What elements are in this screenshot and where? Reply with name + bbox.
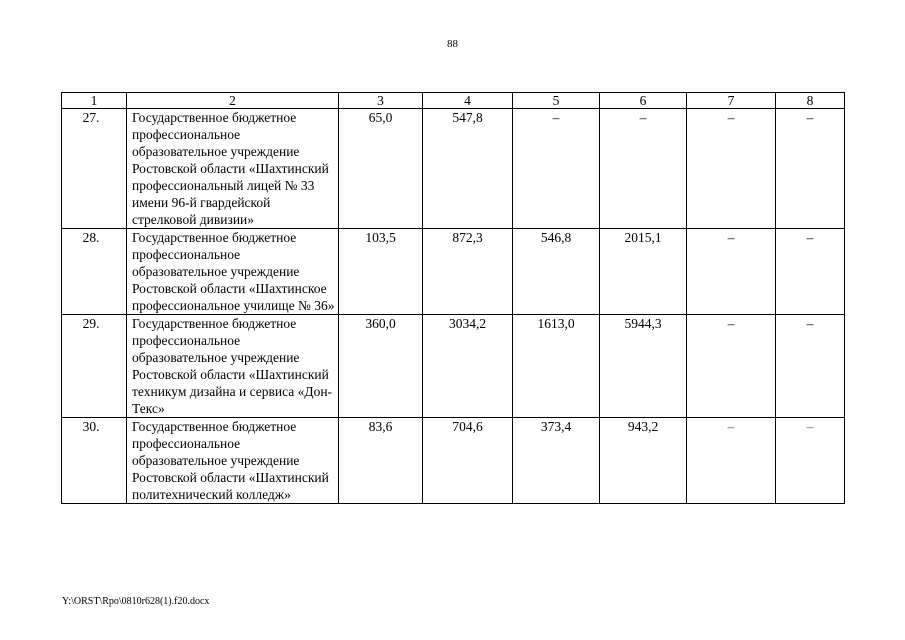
institution-name: Государственное бюджетное профессиональное образовательное учреждение Ростовской области «Шахтинский профессиональный лицей № 33 имени 96-й гвардейской стрелковой дивизии» [127, 109, 339, 229]
value-col-3: 103,5 [339, 229, 423, 315]
dash-mark: – [727, 419, 735, 434]
value-col-8 [776, 418, 845, 504]
column-header-6: 6 [600, 93, 687, 109]
dash-mark: – [806, 419, 814, 434]
row-number: 29. [62, 315, 127, 418]
value-col-7: – [687, 315, 776, 418]
value-col-7: – [687, 229, 776, 315]
column-header-8: 8 [776, 93, 845, 109]
column-header-1: 1 [62, 93, 127, 109]
value-col-6: 5944,3 [600, 315, 687, 418]
row-number: 27. [62, 109, 127, 229]
value-col-3: 65,0 [339, 109, 423, 229]
footer-file-path: Y:\ORST\Rpo\0810r628(1).f20.docx [62, 596, 210, 607]
institution-name: Государственное бюджетное профессиональное образовательное учреждение Ростовской области «Шахтинский политехнический колледж» [127, 418, 339, 504]
table-row [62, 315, 845, 418]
column-header-5: 5 [513, 93, 600, 109]
column-header-3: 3 [339, 93, 423, 109]
value-col-3: 360,0 [339, 315, 423, 418]
value-col-4: 547,8 [423, 109, 513, 229]
column-header-4: 4 [423, 93, 513, 109]
value-col-6: 2015,1 [600, 229, 687, 315]
page-number: 88 [447, 38, 458, 50]
value-col-7: – [687, 109, 776, 229]
institution-name: Государственное бюджетное профессиональное образовательное учреждение Ростовской области «Шахтинское профессиональное училище № 36» [127, 229, 339, 315]
value-col-5: 546,8 [513, 229, 600, 315]
table-row [62, 229, 845, 315]
data-table [61, 92, 845, 504]
value-col-8: – [776, 315, 845, 418]
row-number: 28. [62, 229, 127, 315]
value-col-5: 373,4 [513, 418, 600, 504]
value-col-4: 872,3 [423, 229, 513, 315]
value-col-3: 83,6 [339, 418, 423, 504]
row-number: 30. [62, 418, 127, 504]
column-header-7: 7 [687, 93, 776, 109]
table-row [62, 418, 845, 504]
value-col-5: 1613,0 [513, 315, 600, 418]
table-header-row [62, 93, 845, 109]
column-header-2: 2 [127, 93, 339, 109]
value-col-8: – [776, 109, 845, 229]
value-col-5: – [513, 109, 600, 229]
value-col-4: 3034,2 [423, 315, 513, 418]
value-col-4: 704,6 [423, 418, 513, 504]
value-col-6: 943,2 [600, 418, 687, 504]
value-col-7 [687, 418, 776, 504]
value-col-8: – [776, 229, 845, 315]
table-row [62, 109, 845, 229]
institution-name: Государственное бюджетное профессиональное образовательное учреждение Ростовской области «Шахтинский техникум дизайна и сервиса «Дон-Текс» [127, 315, 339, 418]
value-col-6: – [600, 109, 687, 229]
